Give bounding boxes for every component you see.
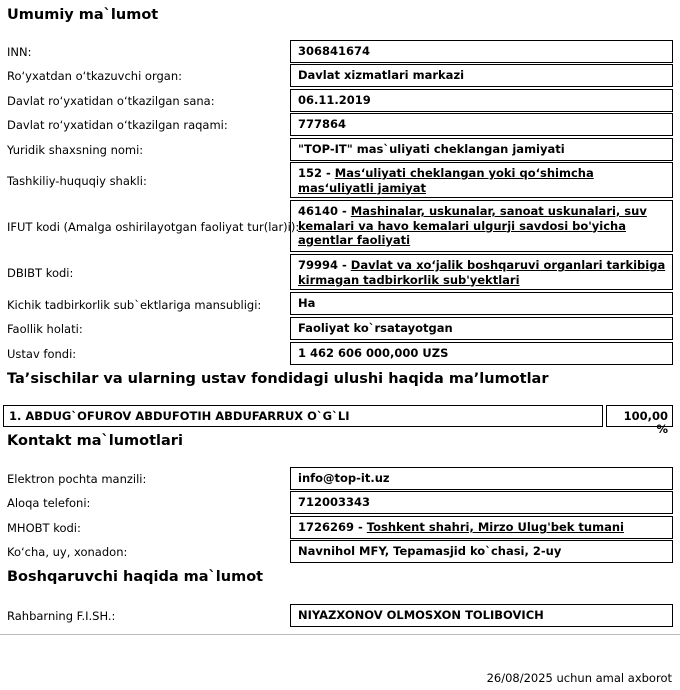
- section-title-manager: Boshqaruvchi haqida ma`lumot: [7, 569, 264, 585]
- footer-divider: [0, 634, 680, 635]
- reg-date-value: 06.11.2019: [290, 89, 673, 112]
- legal-form-label: Tashkiliy-huquqiy shakli:: [7, 174, 147, 188]
- legal-name-value: "TOP-IT" mas`uliyati cheklangan jamiyati: [290, 138, 673, 161]
- legal-name-label: Yuridik shaxsning nomi:: [7, 143, 144, 157]
- section-title-contact: Kontakt ma`lumotlari: [7, 433, 183, 449]
- inn-label: INN:: [7, 45, 32, 59]
- reg-number-label: Davlat ro‘yxatidan o‘tkazilgan raqami:: [7, 118, 228, 132]
- mhobt-value: 1726269 - Toshkent shahri, Mirzo Ulug'bek tumani: [290, 516, 673, 539]
- reg-number-value: 777864: [290, 113, 673, 136]
- email-label: Elektron pochta manzili:: [7, 472, 147, 486]
- manager-name-value: NIYAZXONOV OLMOSXON TOLIBOVICH: [290, 604, 673, 627]
- reg-date-label: Davlat ro‘yxatidan o‘tkazilgan sana:: [7, 94, 215, 108]
- charter-fund-value: 1 462 606 000,000 UZS: [290, 342, 673, 365]
- ifut-code: 46140: [298, 204, 339, 218]
- phone-label: Aloqa telefoni:: [7, 496, 91, 510]
- legal-form-value: 152 - Mas‘uliyati cheklangan yoki qo‘shimcha mas‘uliyatli jamiyat: [290, 162, 673, 198]
- section-title-founders: Ta’sischilar va ularning ustav fondidagi ulushi haqida ma’lumotlar: [7, 371, 549, 387]
- phone-value: 712003343: [290, 491, 673, 514]
- activity-status-label: Faollik holati:: [7, 322, 83, 336]
- address-label: Ko‘cha, uy, xonadon:: [7, 545, 128, 559]
- ifut-link[interactable]: Mashinalar, uskunalar, sanoat uskunalari, suv kemalari va havo kemalari ulgurji savdosi bo'yicha agentlar faoliyati: [298, 204, 647, 247]
- reg-organ-value: Davlat xizmatlari markazi: [290, 64, 673, 87]
- founder-share: 100,00 %: [606, 405, 673, 427]
- mhobt-link[interactable]: Toshkent shahri, Mirzo Ulug'bek tumani: [366, 520, 624, 534]
- mhobt-label: MHOBT kodi:: [7, 521, 81, 535]
- dbibt-link[interactable]: Davlat va xo‘jalik boshqaruvi organlari tarkibiga kirmagan tadbirkorlik sub'yektlari: [298, 258, 666, 287]
- manager-name-label: Rahbarning F.I.SH.:: [7, 609, 116, 623]
- email-value: info@top-it.uz: [290, 467, 673, 490]
- charter-fund-label: Ustav fondi:: [7, 347, 77, 361]
- dbibt-label: DBIBT kodi:: [7, 266, 74, 280]
- section-title-general: Umumiy ma`lumot: [7, 7, 159, 23]
- small-business-label: Kichik tadbirkorlik sub`ektlariga mansubligi:: [7, 298, 262, 312]
- reg-organ-label: Ro‘yxatdan o‘tkazuvchi organ:: [7, 69, 182, 83]
- inn-value: 306841674: [290, 40, 673, 63]
- founder-row: [3, 405, 672, 436]
- legal-form-link[interactable]: Mas‘uliyati cheklangan yoki qo‘shimcha mas‘uliyatli jamiyat: [298, 166, 594, 195]
- ifut-value: 46140 - Mashinalar, uskunalar, sanoat uskunalari, suv kemalari va havo kemalari ulgurji savdosi bo'yicha agentlar faoliyati: [290, 200, 673, 252]
- footer-date-note: 26/08/2025 uchun amal axborot: [486, 671, 672, 685]
- founder-name: 1. ABDUG`OFUROV ABDUFOTIH ABDUFARRUX O`G`LI: [3, 405, 603, 427]
- legal-form-code: 152: [298, 166, 323, 180]
- ifut-label: IFUT kodi (Amalga oshirilayotgan faoliyat tur(lar)i):: [7, 220, 300, 234]
- activity-status-value: Faoliyat ko`rsatayotgan: [290, 317, 673, 340]
- small-business-value: Ha: [290, 292, 673, 315]
- address-value: Navnihol MFY, Tepamasjid ko`chasi, 2-uy: [290, 540, 673, 563]
- mhobt-code: 1726269: [298, 520, 355, 534]
- dbibt-value: 79994 - Davlat va xo‘jalik boshqaruvi organlari tarkibiga kirmagan tadbirkorlik sub'yektlari: [290, 254, 673, 290]
- dbibt-code: 79994: [298, 258, 339, 272]
